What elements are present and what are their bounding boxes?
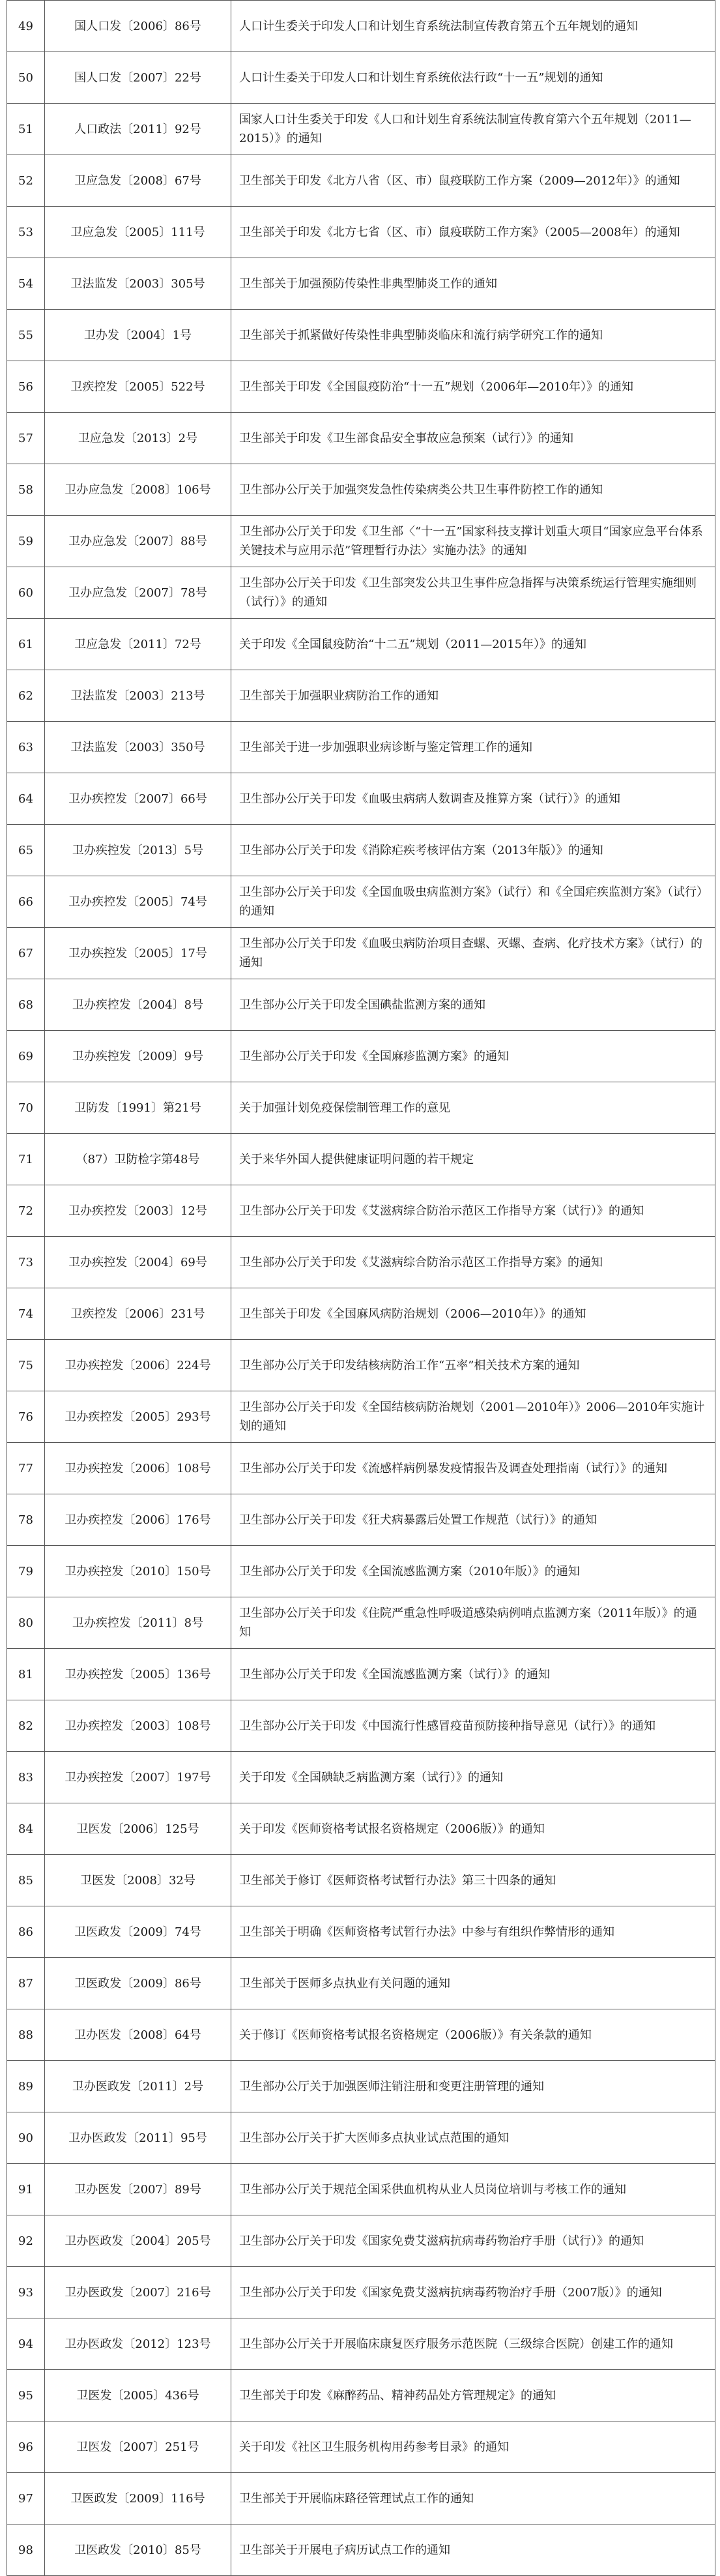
row-number: 79: [7, 1546, 45, 1597]
row-number: 56: [7, 361, 45, 413]
table-row: [7, 464, 715, 516]
row-number: 87: [7, 1958, 45, 2009]
document-number: 人口政法〔2011〕92号: [45, 104, 231, 155]
document-number: 卫法监发〔2003〕213号: [45, 670, 231, 722]
document-number: 卫医发〔2008〕32号: [45, 1855, 231, 1906]
table-row: [7, 1597, 715, 1649]
table-row: [7, 104, 715, 155]
document-title: 卫生部关于印发《北方八省（区、市）鼠疫联防工作方案（2009—2012年）》的通知: [231, 155, 715, 207]
row-number: 53: [7, 207, 45, 258]
table-row: [7, 1906, 715, 1958]
document-number: 卫办疾控发〔2005〕136号: [45, 1649, 231, 1700]
document-title: 卫生部办公厅关于印发《全国结核病防治规划（2001—2010年）》2006—2010年实施计划的通知: [231, 1391, 715, 1443]
table-row: [7, 52, 715, 104]
document-title: 卫生部办公厅关于扩大医师多点执业试点范围的通知: [231, 2112, 715, 2164]
row-number: 71: [7, 1134, 45, 1185]
document-title: 卫生部办公厅关于印发《全国流感监测方案（2010年版）》的通知: [231, 1546, 715, 1597]
document-number: 卫医政发〔2009〕86号: [45, 1958, 231, 2009]
document-number: （87）卫防检字第48号: [45, 1134, 231, 1185]
table-row: [7, 258, 715, 310]
table-row: [7, 413, 715, 464]
document-title: 卫生部办公厅关于印发全国碘盐监测方案的通知: [231, 979, 715, 1031]
table-row: [7, 825, 715, 876]
document-number: 卫办疾控发〔2010〕150号: [45, 1546, 231, 1597]
row-number: 97: [7, 2473, 45, 2524]
document-title: 卫生部办公厅关于印发《狂犬病暴露后处置工作规范（试行）》的通知: [231, 1494, 715, 1546]
document-title: 人口计生委关于印发人口和计划生育系统法制宣传教育第五个五年规划的通知: [231, 1, 715, 52]
document-title: 卫生部办公厅关于印发《血吸虫病病人数调查及推算方案（试行）》的通知: [231, 773, 715, 825]
document-title: 关于印发《社区卫生服务机构用药参考目录》的通知: [231, 2421, 715, 2473]
document-number: 卫办疾控发〔2007〕66号: [45, 773, 231, 825]
document-number: 卫医发〔2006〕125号: [45, 1803, 231, 1855]
document-title: 卫生部关于抓紧做好传染性非典型肺炎临床和流行病学研究工作的通知: [231, 310, 715, 361]
document-title: 卫生部关于加强职业病防治工作的通知: [231, 670, 715, 722]
table-row: [7, 2164, 715, 2215]
document-title: 关于印发《全国碘缺乏病监测方案（试行）》的通知: [231, 1752, 715, 1803]
table-row: [7, 155, 715, 207]
table-row: [7, 516, 715, 567]
document-title: 关于印发《全国鼠疫防治“十二五”规划（2011—2015年）》的通知: [231, 619, 715, 670]
row-number: 77: [7, 1443, 45, 1494]
document-number: 卫办疾控发〔2004〕8号: [45, 979, 231, 1031]
document-number: 卫办疾控发〔2006〕108号: [45, 1443, 231, 1494]
table-row: [7, 2524, 715, 2576]
document-number: 卫医政发〔2010〕85号: [45, 2524, 231, 2576]
document-title: 卫生部办公厅关于印发结核病防治工作“五率”相关技术方案的通知: [231, 1340, 715, 1391]
row-number: 50: [7, 52, 45, 104]
row-number: 75: [7, 1340, 45, 1391]
document-number: 卫疾控发〔2006〕231号: [45, 1288, 231, 1340]
document-number: 卫办疾控发〔2003〕108号: [45, 1700, 231, 1752]
table-row: [7, 2009, 715, 2061]
document-number: 卫办医政发〔2011〕95号: [45, 2112, 231, 2164]
table-row: [7, 2061, 715, 2112]
document-number: 卫办疾控发〔2013〕5号: [45, 825, 231, 876]
row-number: 83: [7, 1752, 45, 1803]
table-row: [7, 1958, 715, 2009]
row-number: 69: [7, 1031, 45, 1082]
row-number: 54: [7, 258, 45, 310]
row-number: 49: [7, 1, 45, 52]
document-title: 卫生部办公厅关于印发《卫生部突发公共卫生事件应急指挥与决策系统运行管理实施细则（试行）》的通知: [231, 567, 715, 619]
row-number: 78: [7, 1494, 45, 1546]
table-row: [7, 2112, 715, 2164]
document-number: 卫应急发〔2011〕72号: [45, 619, 231, 670]
document-title: 卫生部办公厅关于印发《卫生部〈“十一五”国家科技支撑计划重大项目“国家应急平台体系关键技术与应用示范”管理暂行办法〉实施办法》的通知: [231, 516, 715, 567]
table-row: [7, 2267, 715, 2318]
table-row: [7, 1546, 715, 1597]
document-title: 卫生部办公厅关于印发《全国流感监测方案（试行）》的通知: [231, 1649, 715, 1700]
table-row: [7, 2370, 715, 2421]
row-number: 68: [7, 979, 45, 1031]
table-row: [7, 2473, 715, 2524]
table-row: [7, 2318, 715, 2370]
document-title: 卫生部关于进一步加强职业病诊断与鉴定管理工作的通知: [231, 722, 715, 773]
table-row: [7, 1, 715, 52]
document-title: 卫生部关于医师多点执业有关问题的通知: [231, 1958, 715, 2009]
row-number: 82: [7, 1700, 45, 1752]
table-row: [7, 2421, 715, 2473]
document-number: 卫办应急发〔2008〕106号: [45, 464, 231, 516]
row-number: 86: [7, 1906, 45, 1958]
table-row: [7, 1185, 715, 1237]
document-title: 关于来华外国人提供健康证明问题的若干规定: [231, 1134, 715, 1185]
document-number: 国人口发〔2006〕86号: [45, 1, 231, 52]
document-title: 卫生部办公厅关于加强突发急性传染病类公共卫生事件防控工作的通知: [231, 464, 715, 516]
table-row: [7, 1031, 715, 1082]
document-title: 卫生部办公厅关于印发《艾滋病综合防治示范区工作指导方案》的通知: [231, 1237, 715, 1288]
row-number: 88: [7, 2009, 45, 2061]
document-number: 卫办医发〔2008〕64号: [45, 2009, 231, 2061]
table-row: [7, 1237, 715, 1288]
document-title: 卫生部办公厅关于规范全国采供血机构从业人员岗位培训与考核工作的通知: [231, 2164, 715, 2215]
row-number: 91: [7, 2164, 45, 2215]
document-title: 卫生部办公厅关于印发《国家免费艾滋病抗病毒药物治疗手册（试行）》的通知: [231, 2215, 715, 2267]
document-number: 卫办医政发〔2007〕216号: [45, 2267, 231, 2318]
document-title: 卫生部办公厅关于加强医师注销注册和变更注册管理的通知: [231, 2061, 715, 2112]
table-row: [7, 722, 715, 773]
document-number: 卫法监发〔2003〕305号: [45, 258, 231, 310]
document-number: 卫办医政发〔2012〕123号: [45, 2318, 231, 2370]
document-title: 卫生部办公厅关于印发《血吸虫病防治项目查螺、灭螺、查病、化疗技术方案》（试行）的通知: [231, 928, 715, 979]
row-number: 63: [7, 722, 45, 773]
table-row: [7, 876, 715, 928]
table-row: [7, 979, 715, 1031]
document-title: 卫生部关于开展临床路径管理试点工作的通知: [231, 2473, 715, 2524]
document-number: 卫应急发〔2005〕111号: [45, 207, 231, 258]
row-number: 60: [7, 567, 45, 619]
table-row: [7, 1752, 715, 1803]
table-row: [7, 1082, 715, 1134]
table-row: [7, 1494, 715, 1546]
document-table: [7, 0, 715, 2576]
document-title: 卫生部关于印发《北方七省（区、市）鼠疫联防工作方案》（2005—2008年）的通知: [231, 207, 715, 258]
row-number: 58: [7, 464, 45, 516]
table-row: [7, 310, 715, 361]
row-number: 62: [7, 670, 45, 722]
row-number: 67: [7, 928, 45, 979]
row-number: 66: [7, 876, 45, 928]
row-number: 51: [7, 104, 45, 155]
table-row: [7, 773, 715, 825]
document-title: 卫生部关于印发《麻醉药品、精神药品处方管理规定》的通知: [231, 2370, 715, 2421]
document-title: 卫生部关于加强预防传染性非典型肺炎工作的通知: [231, 258, 715, 310]
document-number: 卫医政发〔2009〕116号: [45, 2473, 231, 2524]
row-number: 57: [7, 413, 45, 464]
row-number: 52: [7, 155, 45, 207]
document-title: 卫生部办公厅关于印发《全国麻疹监测方案》的通知: [231, 1031, 715, 1082]
document-title: 国家人口计生委关于印发《人口和计划生育系统法制宣传教育第六个五年规划（2011—2015）》的通知: [231, 104, 715, 155]
document-number: 卫办疾控发〔2005〕17号: [45, 928, 231, 979]
row-number: 98: [7, 2524, 45, 2576]
row-number: 95: [7, 2370, 45, 2421]
row-number: 96: [7, 2421, 45, 2473]
document-number: 国人口发〔2007〕22号: [45, 52, 231, 104]
document-number: 卫办疾控发〔2005〕74号: [45, 876, 231, 928]
table-row: [7, 1700, 715, 1752]
document-number: 卫应急发〔2013〕2号: [45, 413, 231, 464]
document-title: 关于印发《医师资格考试报名资格规定（2006版）》的通知: [231, 1803, 715, 1855]
document-title: 卫生部关于印发《卫生部食品安全事故应急预案（试行）》的通知: [231, 413, 715, 464]
table-body: [7, 1, 715, 2576]
row-number: 55: [7, 310, 45, 361]
document-title: 卫生部关于明确《医师资格考试暂行办法》中参与有组织作弊情形的通知: [231, 1906, 715, 1958]
document-number: 卫办疾控发〔2003〕12号: [45, 1185, 231, 1237]
document-number: 卫办应急发〔2007〕78号: [45, 567, 231, 619]
table-row: [7, 619, 715, 670]
table-row: [7, 1391, 715, 1443]
row-number: 93: [7, 2267, 45, 2318]
table-row: [7, 1288, 715, 1340]
table-row: [7, 928, 715, 979]
document-number: 卫法监发〔2003〕350号: [45, 722, 231, 773]
document-title: 卫生部关于印发《全国麻风病防治规划（2006—2010年）》的通知: [231, 1288, 715, 1340]
table-row: [7, 1855, 715, 1906]
table-row: [7, 1443, 715, 1494]
document-number: 卫办疾控发〔2006〕176号: [45, 1494, 231, 1546]
row-number: 84: [7, 1803, 45, 1855]
document-number: 卫防发〔1991〕第21号: [45, 1082, 231, 1134]
document-title: 卫生部办公厅关于印发《艾滋病综合防治示范区工作指导方案（试行）》的通知: [231, 1185, 715, 1237]
document-number: 卫医发〔2005〕436号: [45, 2370, 231, 2421]
document-number: 卫医发〔2007〕251号: [45, 2421, 231, 2473]
table-row: [7, 1134, 715, 1185]
row-number: 89: [7, 2061, 45, 2112]
document-title: 卫生部办公厅关于印发《住院严重急性呼吸道感染病例哨点监测方案（2011年版）》的通知: [231, 1597, 715, 1649]
document-title: 卫生部关于修订《医师资格考试暂行办法》第三十四条的通知: [231, 1855, 715, 1906]
row-number: 85: [7, 1855, 45, 1906]
table-row: [7, 361, 715, 413]
document-number: 卫办疾控发〔2011〕8号: [45, 1597, 231, 1649]
document-title: 卫生部办公厅关于印发《国家免费艾滋病抗病毒药物治疗手册（2007版）》的通知: [231, 2267, 715, 2318]
row-number: 74: [7, 1288, 45, 1340]
row-number: 90: [7, 2112, 45, 2164]
document-title: 卫生部办公厅关于印发《流感样病例暴发疫情报告及调查处理指南（试行）》的通知: [231, 1443, 715, 1494]
document-title: 卫生部关于开展电子病历试点工作的通知: [231, 2524, 715, 2576]
table-row: [7, 567, 715, 619]
row-number: 81: [7, 1649, 45, 1700]
document-number: 卫办发〔2004〕1号: [45, 310, 231, 361]
row-number: 73: [7, 1237, 45, 1288]
document-number: 卫办应急发〔2007〕88号: [45, 516, 231, 567]
document-number: 卫办疾控发〔2006〕224号: [45, 1340, 231, 1391]
row-number: 59: [7, 516, 45, 567]
document-number: 卫办疾控发〔2009〕9号: [45, 1031, 231, 1082]
document-title: 卫生部办公厅关于印发《中国流行性感冒疫苗预防接种指导意见（试行）》的通知: [231, 1700, 715, 1752]
document-number: 卫医政发〔2009〕74号: [45, 1906, 231, 1958]
row-number: 61: [7, 619, 45, 670]
table-row: [7, 670, 715, 722]
row-number: 76: [7, 1391, 45, 1443]
document-title: 卫生部办公厅关于印发《消除疟疾考核评估方案（2013年版）》的通知: [231, 825, 715, 876]
document-title: 关于修订《医师资格考试报名资格规定（2006版）》有关条款的通知: [231, 2009, 715, 2061]
table-row: [7, 2215, 715, 2267]
document-title: 卫生部办公厅关于开展临床康复医疗服务示范医院（三级综合医院）创建工作的通知: [231, 2318, 715, 2370]
row-number: 65: [7, 825, 45, 876]
row-number: 94: [7, 2318, 45, 2370]
row-number: 72: [7, 1185, 45, 1237]
document-title: 人口计生委关于印发人口和计划生育系统依法行政“十一五”规划的通知: [231, 52, 715, 104]
document-number: 卫办医政发〔2004〕205号: [45, 2215, 231, 2267]
document-number: 卫办疾控发〔2004〕69号: [45, 1237, 231, 1288]
table-row: [7, 1803, 715, 1855]
table-row: [7, 1649, 715, 1700]
row-number: 80: [7, 1597, 45, 1649]
document-number: 卫办医发〔2007〕89号: [45, 2164, 231, 2215]
row-number: 64: [7, 773, 45, 825]
document-title: 卫生部办公厅关于印发《全国血吸虫病监测方案》（试行）和《全国疟疾监测方案》（试行）的通知: [231, 876, 715, 928]
table-row: [7, 207, 715, 258]
document-number: 卫办疾控发〔2007〕197号: [45, 1752, 231, 1803]
document-number: 卫办医政发〔2011〕2号: [45, 2061, 231, 2112]
document-number: 卫应急发〔2008〕67号: [45, 155, 231, 207]
document-title: 关于加强计划免疫保偿制管理工作的意见: [231, 1082, 715, 1134]
row-number: 70: [7, 1082, 45, 1134]
row-number: 92: [7, 2215, 45, 2267]
document-title: 卫生部关于印发《全国鼠疫防治“十一五”规划（2006年—2010年）》的通知: [231, 361, 715, 413]
table-row: [7, 1340, 715, 1391]
document-number: 卫疾控发〔2005〕522号: [45, 361, 231, 413]
document-number: 卫办疾控发〔2005〕293号: [45, 1391, 231, 1443]
